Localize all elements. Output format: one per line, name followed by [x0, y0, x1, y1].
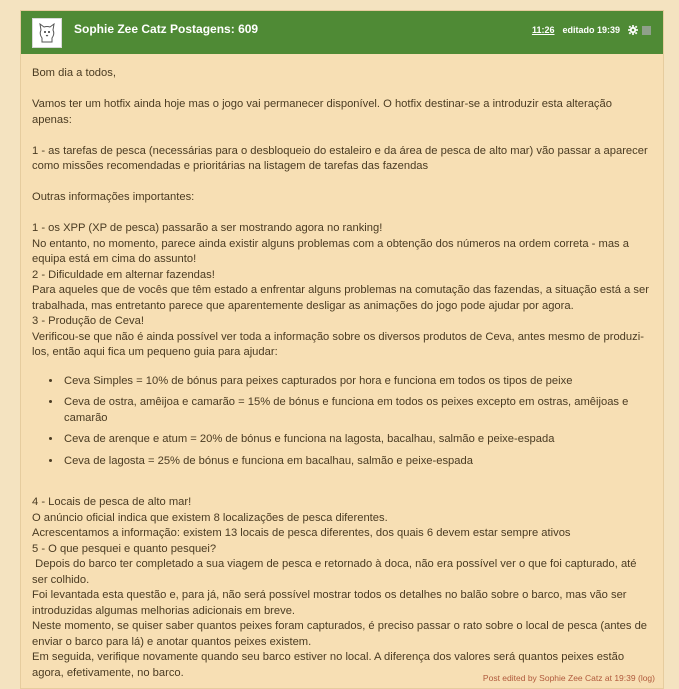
avatar[interactable] [32, 18, 62, 48]
post-time-link[interactable]: 11:26 [531, 25, 555, 35]
author-line [74, 22, 258, 36]
pesquei-text-1: Depois do barco ter completado a sua viagem de pesca e retornado à doca, não era possível ver o que foi capturado, até ser colhido. [32, 558, 640, 586]
farms-text: Para aqueles que de vocês que têm estado a enfrentar alguns problemas na comutação das fazendas, a situação está a ser trabalhada, mas entretanto parece que aparentemente desligar as animações do jogo pode ajudar por agora. [32, 284, 649, 312]
list-item: • Ceva Simples = 10% de bónus para peixes capturados por hora e funciona em todos os tipos de peixe [62, 374, 653, 390]
author-name[interactable]: Sophie Zee Catz [74, 22, 167, 36]
list-item: • Ceva de lagosta = 25% de bónus e funciona em bacalhau, salmão e peixe-espada [62, 454, 653, 470]
change-1: 1 - as tarefas de pesca (necessárias para o desbloqueio do estaleiro e da área de pesca de alto mar) vão passar a aparecer como missões recomendadas e prioritárias na listagem de tarefas das fazendas [32, 144, 648, 172]
list-item: • Ceva de arenque e atum = 20% de bónus e funciona na lagosta, bacalhau, salmão e peixe-espada [62, 432, 653, 448]
post-body [21, 54, 663, 681]
posts-count: 609 [238, 22, 259, 36]
flag-square-icon[interactable] [642, 26, 651, 35]
ceva-list [32, 374, 653, 470]
edit-footer [483, 673, 655, 683]
gear-icon[interactable] [628, 25, 638, 35]
cat-avatar-icon [37, 22, 57, 44]
post-header [21, 11, 663, 54]
edited-label: editado 19:39 [562, 25, 620, 35]
edit-prefix: Post edited by [482, 673, 537, 683]
locais-text-1: O anúncio oficial indica que existem 8 localizações de pesca diferentes. [32, 511, 388, 524]
ceva-title: 3 - Produção de Ceva! [32, 315, 144, 327]
pesquei-text-2: Foi levantada esta questão e, para já, não será possível mostrar todos os detalhes no balão sobre o barco, mas vão ser introduzidas algumas melhorias adicionais em breve. [32, 589, 627, 617]
edit-log-link[interactable]: (log) [637, 673, 655, 683]
pesquei-text-3: Neste momento, se quiser saber quantos peixes foram capturados, é preciso passar o rato sobre o local de pesca (antes de enviar o barco para lá) e anotar quantos peixes existem. [32, 620, 648, 648]
pesquei-text-4: Em seguida, verifique novamente quando seu barco estiver no local. A diferença dos valores será quantos peixes estão agora, efetivamente, no barco. [32, 651, 625, 679]
post-meta [532, 25, 651, 35]
editor-link[interactable]: Sophie Zee Catz [539, 673, 603, 683]
xpp-text: No entanto, no momento, parece ainda existir alguns problemas com a obtenção dos números na ordem correta - mas a equipa está em cima do assunto! [32, 237, 629, 265]
edit-time: at 19:39 [604, 673, 636, 683]
farms-title: 2 - Dificuldade em alternar fazendas! [32, 268, 215, 281]
pesquei-title: 5 - O que pesquei e quanto pesquei? [32, 542, 217, 555]
xpp-title: 1 - os XPP (XP de pesca) passarão a ser mostrando agora no ranking! [32, 222, 383, 234]
posts-label: Postagens: [170, 22, 235, 36]
other-info-heading: Outras informações importantes: [32, 191, 195, 203]
greeting: Bom dia a todos, [32, 67, 116, 79]
ceva-text: Verificou-se que não é ainda possível ver toda a informação sobre os diversos produtos de Ceva, antes mesmo de produzi-los, então aqui fica um pequeno guia para ajudar: [32, 330, 644, 358]
locais-title: 4 - Locais de pesca de alto mar! [32, 496, 192, 508]
locais-text-2: Acrescentamos a informação: existem 13 locais de pesca diferentes, dos quais 6 devem estar sempre ativos [32, 527, 571, 539]
list-item: • Ceva de ostra, amêijoa e camarão = 15% de bónus e funciona em todos os peixes excepto em ostras, amêijoas e camarão [62, 395, 653, 426]
intro-text: Vamos ter um hotfix ainda hoje mas o jogo vai permanecer disponível. O hotfix destinar-se a introduzir esta alteração apenas: [32, 98, 612, 126]
forum-post [20, 10, 664, 689]
